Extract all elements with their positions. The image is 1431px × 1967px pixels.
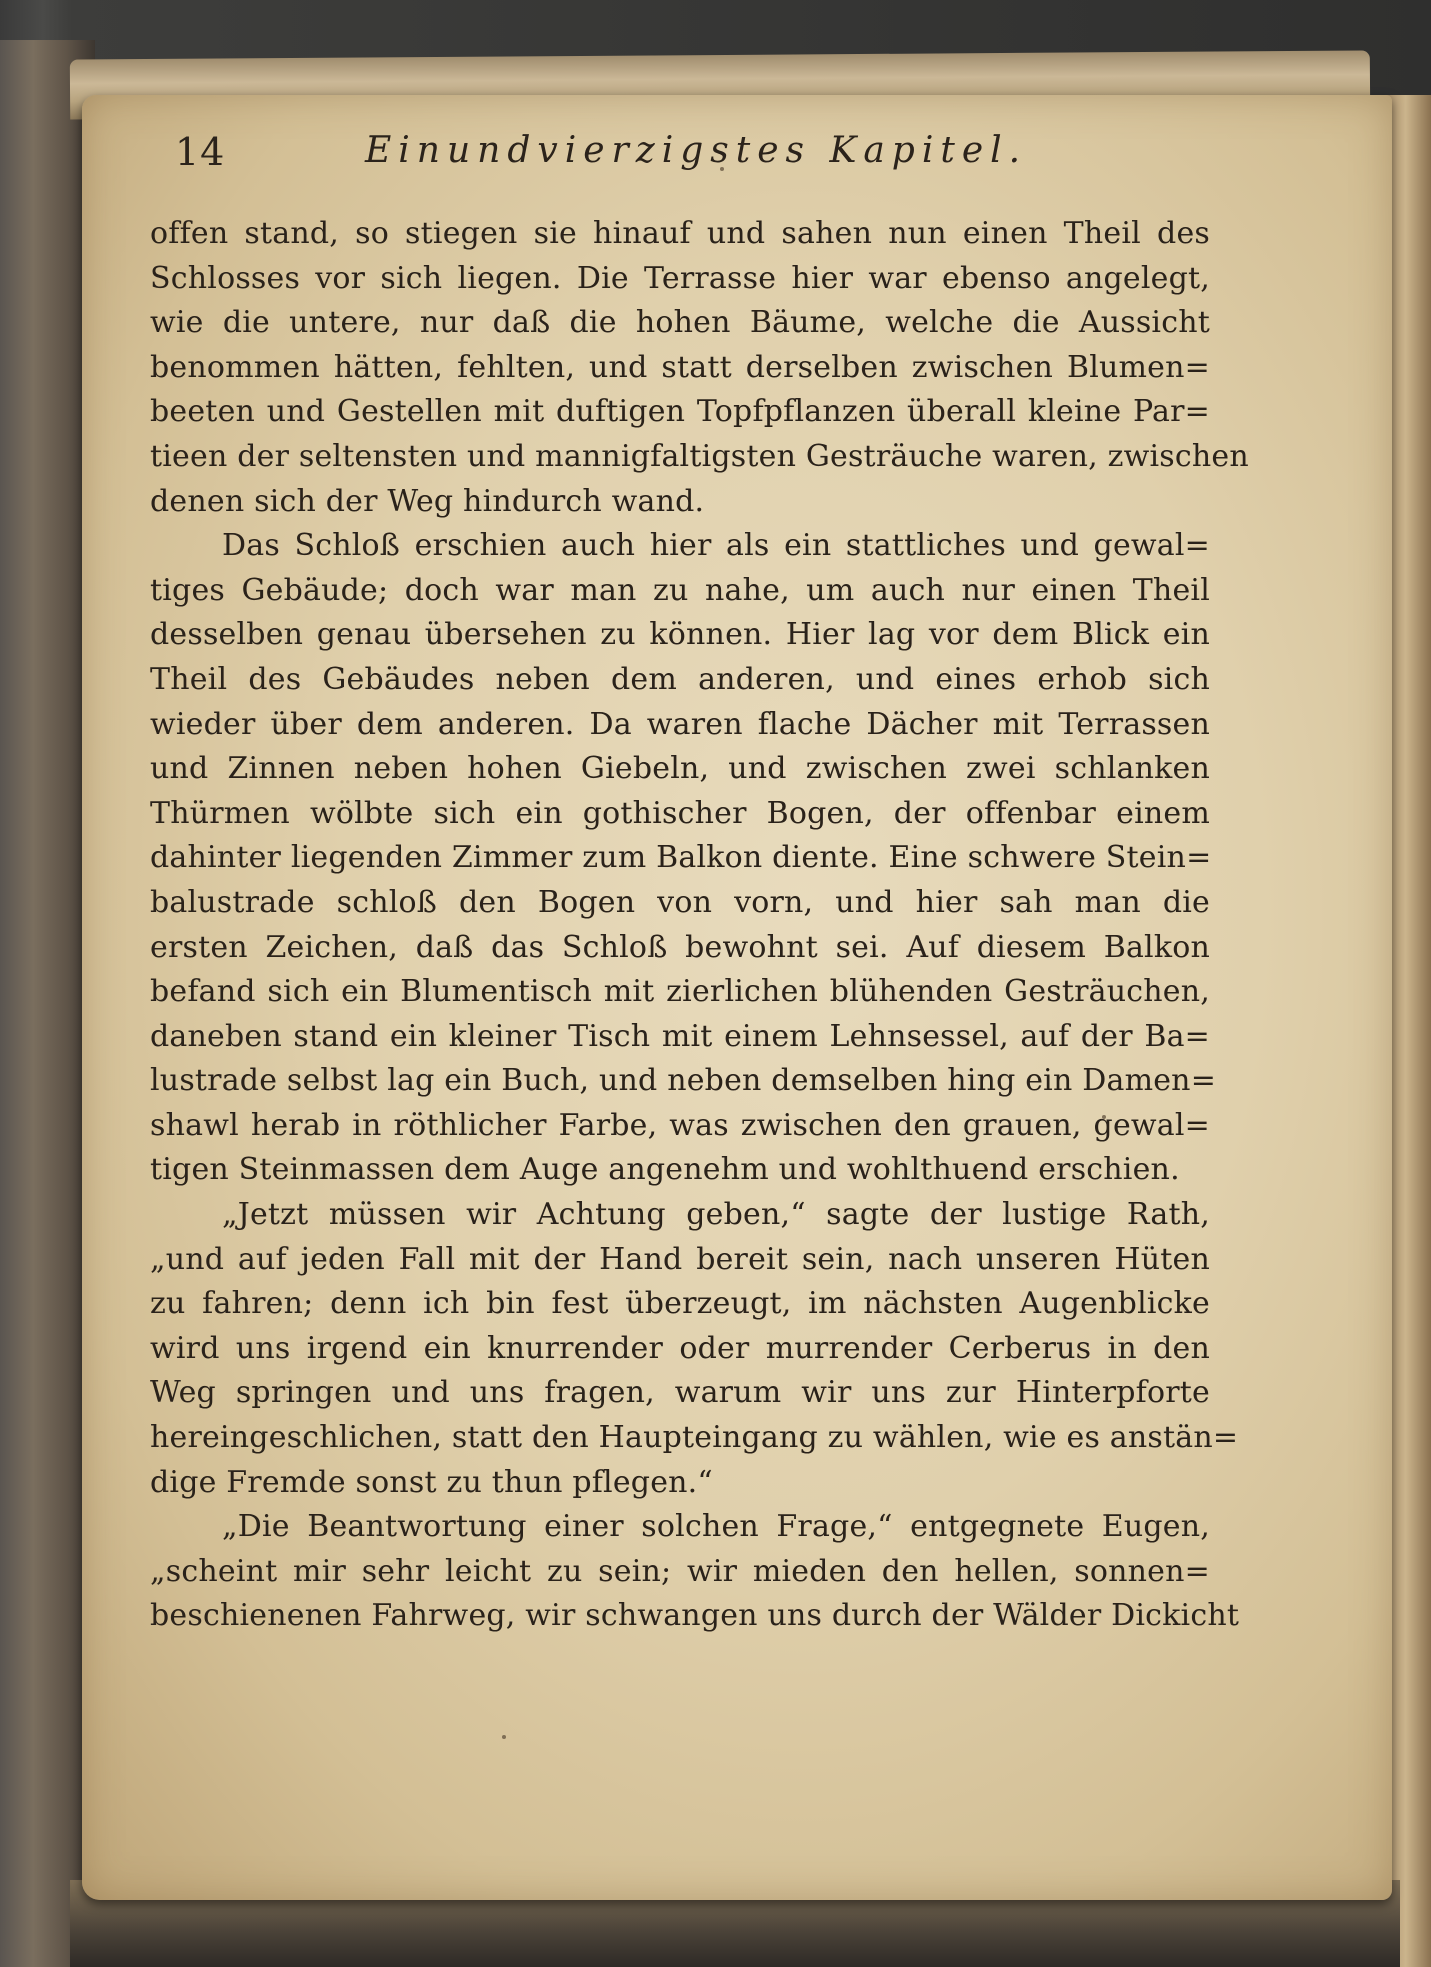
- text-line: Weg springen und uns fragen, warum wir uns zur Hinterpforte: [150, 1375, 1210, 1411]
- text-line: lustrade selbst lag ein Buch, und neben demselben hing ein Damen=: [150, 1063, 1217, 1099]
- text-line: benommen hätten, fehlten, und statt derselben zwischen Blumen=: [150, 349, 1210, 385]
- text-line: beschienenen Fahrweg, wir schwangen uns durch der Wälder Dickicht: [150, 1598, 1240, 1634]
- book-cover-edge: [0, 40, 95, 1967]
- text-line: denen sich der Weg hindurch wand.: [150, 483, 705, 519]
- text-line: „scheint mir sehr leicht zu sein; wir mieden den hellen, sonnen=: [150, 1553, 1210, 1589]
- text-line: desselben genau übersehen zu können. Hier lag vor dem Blick ein: [150, 617, 1210, 653]
- paragraph: [150, 1505, 1240, 1639]
- text-line: „Die Beantwortung einer solchen Frage,“ entgegnete Eugen,: [222, 1509, 1210, 1545]
- text-line: befand sich ein Blumentisch mit zierlichen blühenden Gesträuchen,: [150, 974, 1210, 1010]
- text-line: wieder über dem anderen. Da waren flache Dächer mit Terrassen: [150, 706, 1210, 742]
- text-line: dige Fremde sonst zu thun pflegen.“: [150, 1464, 713, 1500]
- paragraph: [150, 212, 1249, 524]
- text-line: beeten und Gestellen mit duftigen Topfpflanzen überall kleine Par=: [150, 394, 1210, 430]
- running-head: Einundvierzigstes Kapitel.: [365, 130, 1028, 171]
- paper-speck: [502, 1735, 506, 1739]
- text-line: „Jetzt müssen wir Achtung geben,“ sagte der lustige Rath,: [222, 1197, 1210, 1233]
- paragraph: [150, 1193, 1239, 1505]
- text-line: offen stand, so stiegen sie hinauf und sahen nun einen Theil des: [150, 216, 1210, 251]
- text-line: Theil des Gebäudes neben dem anderen, und eines erhob sich: [150, 661, 1210, 697]
- text-line: Schlosses vor sich liegen. Die Terrasse hier war ebenso angelegt,: [150, 260, 1210, 296]
- text-line: shawl herab in röthlicher Farbe, was zwischen den grauen, gewal=: [150, 1107, 1210, 1143]
- text-line: balustrade schloß den Bogen von vorn, und hier sah man die: [150, 884, 1210, 920]
- text-line: tigen Steinmassen dem Auge angenehm und wohlthuend erschien.: [150, 1152, 1180, 1188]
- text-line: dahinter liegenden Zimmer zum Balkon diente. Eine schwere Stein=: [150, 840, 1212, 876]
- text-line: und Zinnen neben hohen Giebeln, und zwischen zwei schlanken: [150, 751, 1210, 787]
- text-line: Das Schloß erschien auch hier als ein stattliches und gewal=: [222, 528, 1210, 564]
- page-number: 14: [175, 130, 226, 174]
- text-line: wie die untere, nur daß die hohen Bäume, welche die Aussicht: [150, 305, 1210, 341]
- text-line: tieen der seltensten und mannigfaltigsten Gesträuche waren, zwischen: [150, 438, 1249, 474]
- text-line: hereingeschlichen, statt den Haupteingang zu wählen, wie es anstän=: [150, 1420, 1239, 1456]
- text-line: zu fahren; denn ich bin fest überzeugt, im nächsten Augenblicke: [150, 1286, 1210, 1322]
- text-line: ersten Zeichen, daß das Schloß bewohnt sei. Auf diesem Balkon: [150, 929, 1210, 965]
- page-header: [175, 130, 1220, 200]
- text-line: wird uns irgend ein knurrender oder murrender Cerberus in den: [150, 1330, 1210, 1366]
- paragraph: [150, 524, 1217, 1193]
- text-line: daneben stand ein kleiner Tisch mit einem Lehnsessel, auf der Ba=: [150, 1018, 1210, 1054]
- body-text: [150, 212, 1249, 1639]
- text-line: tiges Gebäude; doch war man zu nahe, um auch nur einen Theil: [150, 572, 1210, 608]
- text-line: „und auf jeden Fall mit der Hand bereit sein, nach unseren Hüten: [150, 1241, 1210, 1277]
- text-line: Thürmen wölbte sich ein gothischer Bogen, der offenbar einem: [150, 795, 1210, 831]
